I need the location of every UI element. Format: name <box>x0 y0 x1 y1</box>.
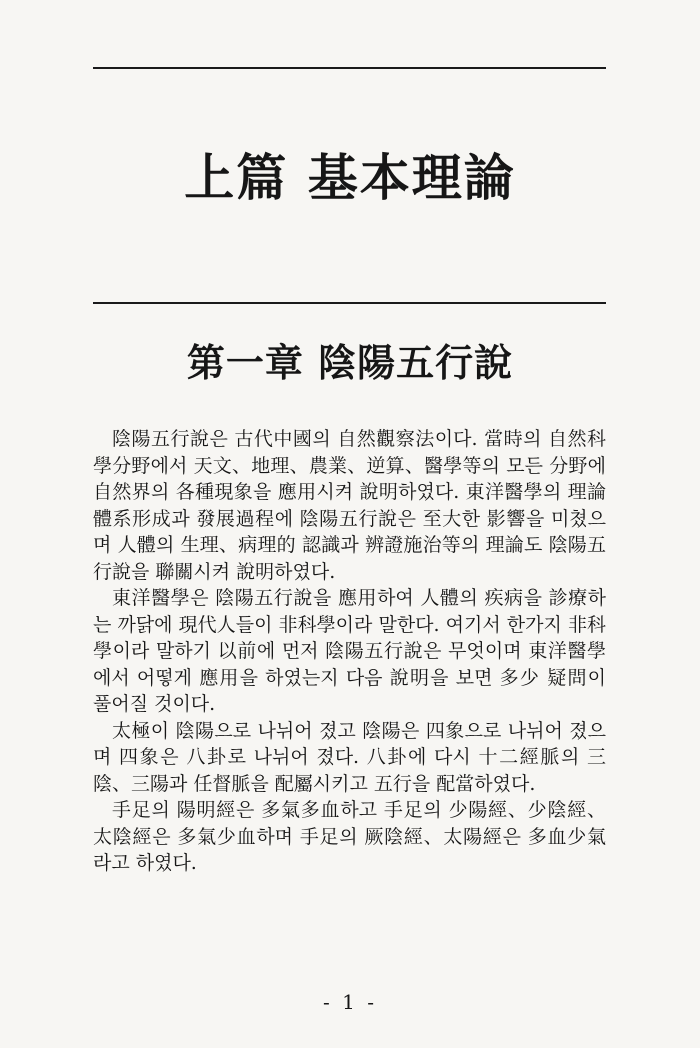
body-text <box>93 426 606 877</box>
page-number: - 1 - <box>323 990 377 1014</box>
top-rule <box>93 67 606 69</box>
paragraph: 手足의 陽明經은 多氣多血하고 手足의 少陽經、少陰經、太陰經은 多氣少血하며 手足의 厥陰經、太陽經은 多血少氣라고 하였다. <box>93 799 606 874</box>
paragraph: 陰陽五行說은 古代中國의 自然觀察法이다. 當時의 自然科學分野에서 天文、地理、農業、逆算、醫學等의 모든 分野에 自然界의 各種現象을 應用시켜 說明하였다. 東洋醫學의 理論體系形成과 發展過程에 陰陽五行說은 至大한 影響을 미쳤으며 人體의 生理、病理的 認識과 辨證施治等의 理論도 陰陽五行說을 聯關시켜 說明하였다. <box>93 428 606 583</box>
part-title: 上篇 基本理論 <box>184 149 516 207</box>
chapter-title: 第一章 陰陽五行說 <box>186 340 514 385</box>
chapter-rule <box>93 302 606 304</box>
paragraph: 東洋醫學은 陰陽五行說을 應用하여 人體의 疾病을 診療하는 까닭에 現代人들이 非科學이라 말한다. 여기서 한가지 非科學이라 말하기 以前에 먼저 陰陽五行說은 무엇이며 東洋醫學에서 어떻게 應用을 하였는지 다음 說明을 보면 多少 疑問이 풀어질 것이다. <box>93 587 606 715</box>
paragraph: 太極이 陰陽으로 나뉘어 졌고 陰陽은 四象으로 나뉘어 졌으며 四象은 八卦로 나뉘어 졌다. 八卦에 다시 十二經脈의 三陰、三陽과 任督脈을 配屬시키고 五行을 配當하였다. <box>93 719 606 795</box>
